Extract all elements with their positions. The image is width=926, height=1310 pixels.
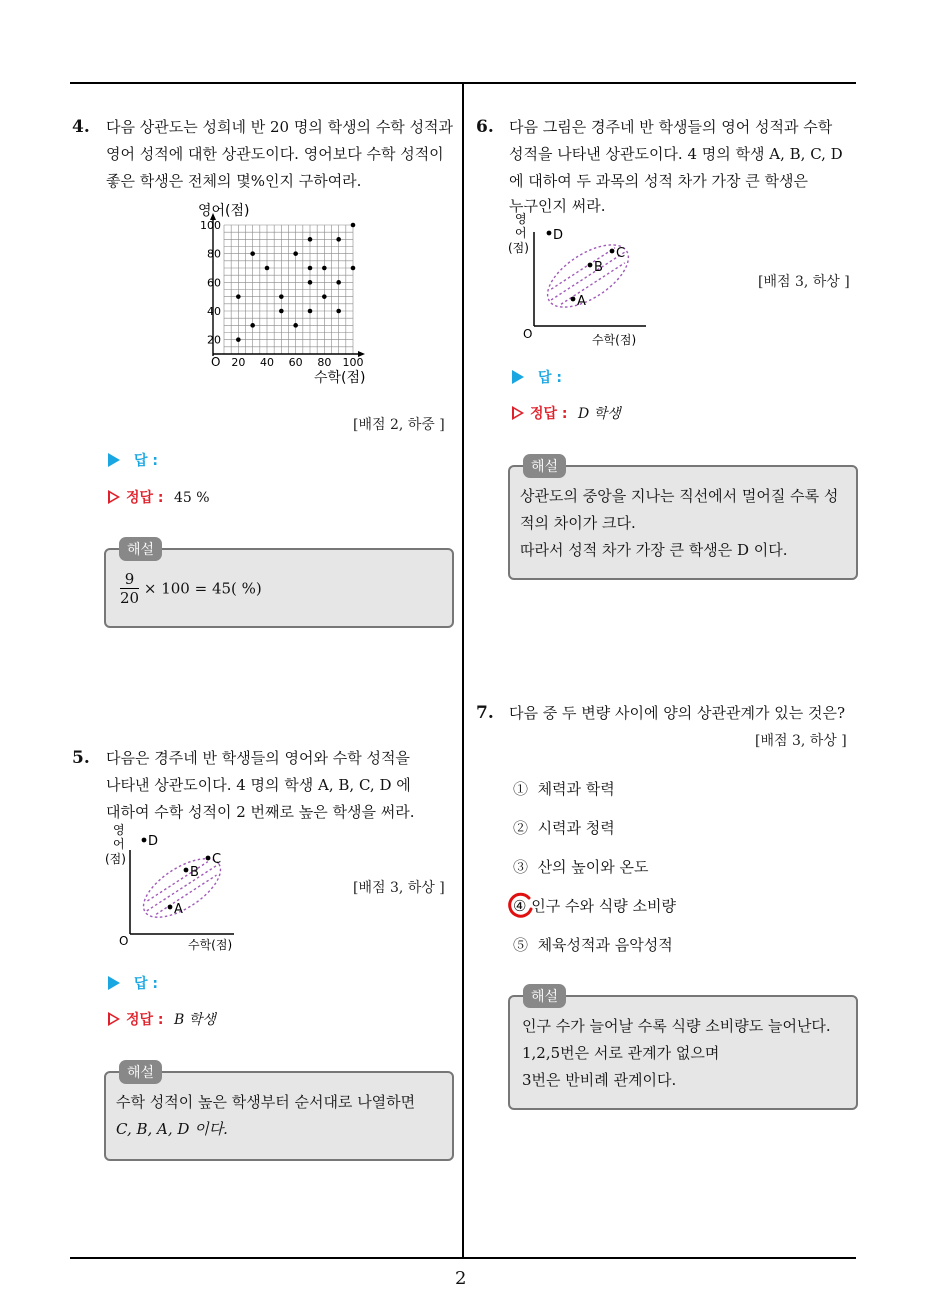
- q4-points: [배점 2, 하중 ]: [353, 417, 445, 433]
- origin-label: O: [523, 327, 533, 341]
- data-point: [336, 280, 341, 285]
- x-tick-label: 100: [342, 356, 364, 369]
- choice-3[interactable]: [513, 856, 649, 877]
- data-point: [279, 294, 284, 299]
- data-point: [308, 266, 313, 271]
- xlabel: 수학(점): [592, 333, 637, 347]
- ylabel-char: 영: [515, 212, 527, 226]
- page-number: 2: [455, 1268, 467, 1289]
- q5-correct-row: [108, 1009, 216, 1029]
- q5-explanation: [116, 1089, 442, 1143]
- data-point: [308, 309, 313, 314]
- student-point-b: [588, 263, 593, 268]
- q6-number: 6.: [476, 117, 494, 137]
- q6-explanation-box: [508, 465, 858, 580]
- q6-scatter-diagram: [506, 210, 656, 350]
- q4-correct-value: 45 %: [173, 490, 210, 506]
- y-tick-label: 20: [207, 333, 221, 347]
- answer-triangle-icon: [512, 370, 524, 384]
- choice-mark: [513, 897, 526, 915]
- explanation-line: 따라서 성적 차가 가장 큰 학생은 D 이다.: [520, 541, 788, 559]
- q4-explanation: [120, 570, 262, 607]
- data-point: [336, 237, 341, 242]
- q4-correct-row: [108, 487, 210, 507]
- choice-mark-text: ④: [513, 897, 527, 915]
- explanation-line: 적의 차이가 크다.: [520, 514, 636, 532]
- chart-ylabel: 영어(점): [198, 203, 250, 219]
- y-tick-label: 40: [207, 305, 221, 318]
- data-point: [351, 223, 356, 228]
- answer-triangle-icon: [108, 976, 120, 990]
- ylabel-char: 영: [113, 823, 125, 837]
- xlabel: 수학(점): [188, 938, 233, 952]
- choice-4[interactable]: [513, 895, 676, 916]
- q5-explanation-tab: 해설: [119, 1060, 162, 1084]
- q6-correct-value: D 학생: [577, 406, 621, 422]
- student-label-c: C: [616, 246, 626, 261]
- ylabel-char: 어: [515, 226, 527, 240]
- data-point: [293, 251, 298, 256]
- choice-mark: ①: [513, 780, 529, 798]
- y-tick-label: 80: [207, 247, 221, 261]
- q5-points: [배점 3, 하상 ]: [353, 880, 445, 896]
- column-divider: [462, 83, 464, 1259]
- student-point-d: [547, 231, 552, 236]
- q5-scatter-diagram: [102, 820, 252, 955]
- q7-explanation-box: [508, 995, 858, 1110]
- student-point-d: [142, 838, 147, 843]
- q4-explanation-rest: × 100 = 45( %): [143, 579, 262, 598]
- choice-text: 체력과 학력: [537, 780, 615, 798]
- data-point: [236, 337, 241, 342]
- q6-answer-label: 답 :: [538, 370, 562, 386]
- q4-scatter-chart: [190, 198, 380, 390]
- x-tick-label: 80: [317, 356, 332, 369]
- q4-correct-label: 정답 :: [126, 490, 164, 506]
- bottom-rule: [70, 1257, 856, 1259]
- choice-text: 체육성적과 음악성적: [537, 936, 673, 954]
- data-point: [250, 323, 255, 328]
- q4-answer-row: [108, 450, 158, 470]
- q7-explanation: [522, 1013, 846, 1094]
- q6-answer-row: [512, 367, 562, 387]
- chart-xlabel: 수학(점): [314, 370, 366, 386]
- data-point: [351, 266, 356, 271]
- explanation-line: 수학 성적이 높은 학생부터 순서대로 나열하면: [116, 1093, 416, 1111]
- fraction-denominator: 20: [120, 589, 140, 607]
- fraction: [120, 570, 139, 607]
- student-label-c: C: [212, 852, 222, 867]
- q6-correct-row: [512, 403, 621, 423]
- student-label-d: D: [553, 228, 564, 243]
- q6-line: 누구인지 써라.: [509, 197, 606, 215]
- student-label-b: B: [594, 260, 603, 275]
- explanation-line: C, B, A, D 이다.: [116, 1120, 228, 1138]
- ylabel-char: (점): [105, 852, 126, 866]
- x-tick-label: 60: [288, 356, 303, 369]
- explanation-line: 3번은 반비례 관계이다.: [522, 1071, 677, 1089]
- choice-5[interactable]: [513, 934, 673, 955]
- x-tick-label: 20: [231, 356, 246, 369]
- q6-line: 에 대하여 두 과목의 성적 차가 가장 큰 학생은: [509, 172, 808, 190]
- choice-1[interactable]: [513, 778, 615, 799]
- q5-answer-row: [108, 973, 158, 993]
- ylabel-char: 어: [113, 837, 125, 851]
- q4-line: 영어 성적에 대한 상관도이다. 영어보다 수학 성적이: [106, 145, 444, 163]
- y-tick-label: 60: [207, 276, 221, 290]
- q4-line: 좋은 학생은 전체의 몇%인지 구하여라.: [106, 172, 362, 190]
- correct-triangle-icon: [108, 1012, 120, 1026]
- choice-mark: ③: [513, 858, 529, 876]
- q4-number: 4.: [72, 117, 90, 137]
- q6-explanation: [520, 483, 846, 564]
- q6-line: 성적을 나타낸 상관도이다. 4 명의 학생 A, B, C, D: [509, 145, 843, 163]
- x-tick-label: 40: [260, 356, 274, 369]
- q6-points: [배점 3, 하상 ]: [758, 274, 850, 290]
- q5-correct-value: B 학생: [173, 1012, 216, 1028]
- data-point: [322, 266, 327, 271]
- student-point-c: [206, 856, 211, 861]
- choice-text: 인구 수와 식량 소비량: [531, 897, 676, 915]
- data-point: [308, 237, 313, 242]
- data-point: [322, 294, 327, 299]
- q7-number: 7.: [476, 703, 494, 723]
- choice-2[interactable]: [513, 817, 615, 838]
- q7-question: 다음 중 두 변량 사이에 양의 상관관계가 있는 것은?: [509, 704, 845, 722]
- q6-explanation-tab: 해설: [523, 454, 566, 478]
- choice-text: 시력과 청력: [537, 819, 615, 837]
- explanation-line: 인구 수가 늘어날 수록 식량 소비량도 늘어난다.: [522, 1017, 831, 1035]
- correct-triangle-icon: [108, 490, 120, 504]
- q4-answer-label: 답 :: [134, 453, 158, 469]
- q5-line: 나타낸 상관도이다. 4 명의 학생 A, B, C, D 에: [106, 776, 411, 794]
- data-point: [293, 323, 298, 328]
- data-point: [336, 309, 341, 314]
- q5-answer-label: 답 :: [134, 976, 158, 992]
- student-point-c: [610, 249, 615, 254]
- answer-triangle-icon: [108, 453, 120, 467]
- q4-line: 다음 상관도는 성희네 반 20 명의 학생의 수학 성적과: [106, 118, 454, 136]
- q7-points: [배점 3, 하상 ]: [755, 733, 847, 749]
- student-point-a: [168, 905, 173, 910]
- student-point-a: [571, 297, 576, 302]
- q4-explanation-tab: 해설: [119, 537, 162, 561]
- student-label-a: A: [577, 294, 586, 309]
- q5-correct-label: 정답 :: [126, 1012, 164, 1028]
- data-point: [308, 280, 313, 285]
- fraction-numerator: 9: [120, 570, 139, 589]
- data-point: [279, 309, 284, 314]
- student-label-a: A: [174, 902, 183, 917]
- q5-number: 5.: [72, 748, 90, 768]
- correct-triangle-icon: [512, 406, 524, 420]
- selected-circle-icon: [507, 891, 535, 919]
- chart-origin-label: O: [211, 355, 221, 369]
- data-point: [250, 251, 255, 256]
- data-point: [236, 294, 241, 299]
- explanation-line: 상관도의 중앙을 지나는 직선에서 멀어질 수록 성: [520, 487, 839, 505]
- choice-text: 산의 높이와 온도: [537, 858, 649, 876]
- data-point: [265, 266, 270, 271]
- q6-correct-label: 정답 :: [530, 406, 568, 422]
- q7-explanation-tab: 해설: [523, 984, 566, 1008]
- choice-mark: ②: [513, 819, 529, 837]
- q5-explanation-box: [104, 1071, 454, 1161]
- student-point-b: [184, 868, 189, 873]
- choice-mark: ⑤: [513, 936, 529, 954]
- q5-line: 다음은 경주네 반 학생들의 영어와 수학 성적을: [106, 749, 410, 767]
- y-tick-label: 100: [200, 219, 221, 232]
- q6-line: 다음 그림은 경주네 반 학생들의 영어 성적과 수학: [509, 118, 833, 136]
- origin-label: O: [119, 934, 129, 948]
- explanation-line: 1,2,5번은 서로 관계가 없으며: [522, 1044, 720, 1062]
- student-label-b: B: [190, 865, 199, 880]
- q5-line: 대하여 수학 성적이 2 번째로 높은 학생을 써라.: [106, 803, 415, 821]
- ylabel-char: (점): [508, 241, 529, 255]
- student-label-d: D: [148, 834, 159, 849]
